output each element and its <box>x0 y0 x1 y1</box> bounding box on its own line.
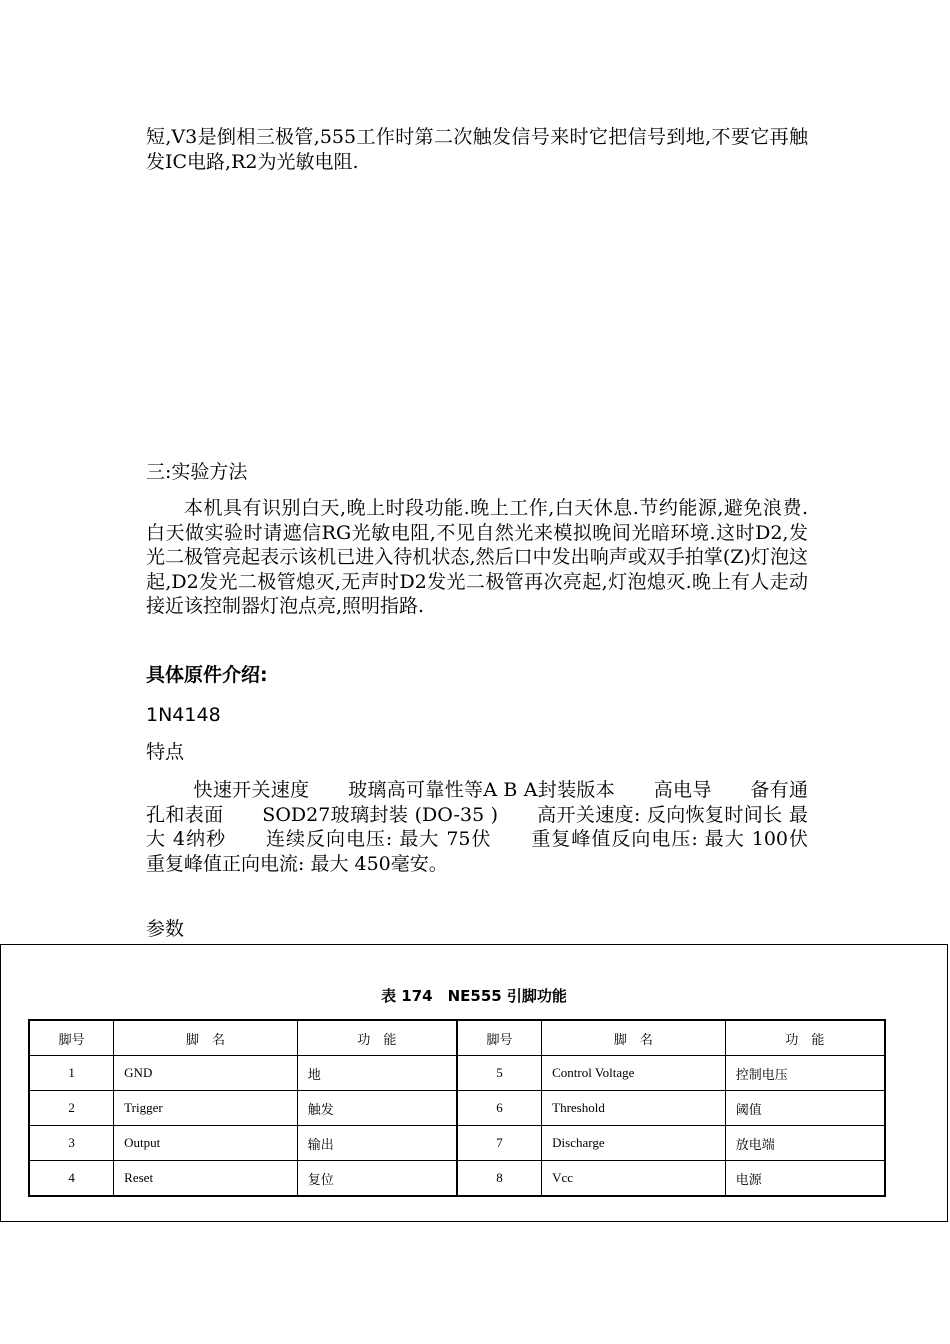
pin-number: 5 <box>457 1056 542 1091</box>
table-row <box>29 1056 885 1091</box>
part-name: 1N4148 <box>146 704 221 726</box>
header-function: 功 能 <box>297 1020 457 1056</box>
pin-number: 3 <box>29 1126 114 1161</box>
table-title: 表 174 NE555 引脚功能 <box>381 987 567 1005</box>
pin-function: 电源 <box>725 1161 885 1197</box>
pin-number: 1 <box>29 1056 114 1091</box>
features-heading: 特点 <box>146 741 185 763</box>
pin-number: 8 <box>457 1161 542 1197</box>
header-pin-name: 脚 名 <box>114 1020 298 1056</box>
table-row <box>29 1126 885 1161</box>
pin-function: 控制电压 <box>725 1056 885 1091</box>
header-pin-name: 脚 名 <box>542 1020 726 1056</box>
table-row <box>29 1091 885 1126</box>
pin-function: 放电端 <box>725 1126 885 1161</box>
pin-function-table <box>28 1019 886 1197</box>
pin-table-figure <box>0 944 948 1222</box>
pin-name: Threshold <box>542 1091 726 1126</box>
table-header-row <box>29 1020 885 1056</box>
pin-name: Trigger <box>114 1091 298 1126</box>
header-function: 功 能 <box>725 1020 885 1056</box>
pin-function: 复位 <box>297 1161 457 1197</box>
components-heading: 具体原件介绍: <box>146 664 268 686</box>
pin-number: 4 <box>29 1161 114 1197</box>
pin-number: 6 <box>457 1091 542 1126</box>
pin-name: Reset <box>114 1161 298 1197</box>
features-paragraph: 快速开关速度 玻璃高可靠性等A B A封装版本 高电导 备有通孔和表面 SOD27玻璃封装 (DO-35 ) 高开关速度: 反向恢复时间长 最大 4纳秒 连续反向电压: 最大 75伏 重复峰值反向电压: 最大 100伏 重复峰值正向电流: 最大 450毫安。 <box>146 779 847 875</box>
header-pin-no: 脚号 <box>457 1020 542 1056</box>
pin-name: Output <box>114 1126 298 1161</box>
table-row <box>29 1161 885 1197</box>
method-heading: 三:实验方法 <box>146 461 248 483</box>
method-paragraph: 本机具有识别白天,晚上时段功能.晚上工作,白天休息.节约能源,避免浪费.白天做实验时请遮信RG光敏电阻,不见自然光来模拟晚间光暗环境.这时D2,发光二极管亮起表示该机已进入待机状态,然后口中发出响声或双手拍掌(Z)灯泡这起,D2发光二极管熄灭,无声时D2发光二极管再次亮起,灯泡熄灭.晚上有人走动接近该控制器灯泡点亮,照明指路. <box>146 497 808 617</box>
header-pin-no: 脚号 <box>29 1020 114 1056</box>
pin-function: 地 <box>297 1056 457 1091</box>
pin-name: GND <box>114 1056 298 1091</box>
pin-name: Discharge <box>542 1126 726 1161</box>
params-heading: 参数 <box>146 918 185 940</box>
pin-function: 阈值 <box>725 1091 885 1126</box>
pin-number: 2 <box>29 1091 114 1126</box>
intro-paragraph: 短,V3是倒相三极管,555工作时第二次触发信号来时它把信号到地,不要它再触发IC电路,R2为光敏电阻. <box>146 126 808 173</box>
pin-number: 7 <box>457 1126 542 1161</box>
pin-name: Control Voltage <box>542 1056 726 1091</box>
pin-function: 输出 <box>297 1126 457 1161</box>
pin-function: 触发 <box>297 1091 457 1126</box>
pin-name: Vcc <box>542 1161 726 1197</box>
